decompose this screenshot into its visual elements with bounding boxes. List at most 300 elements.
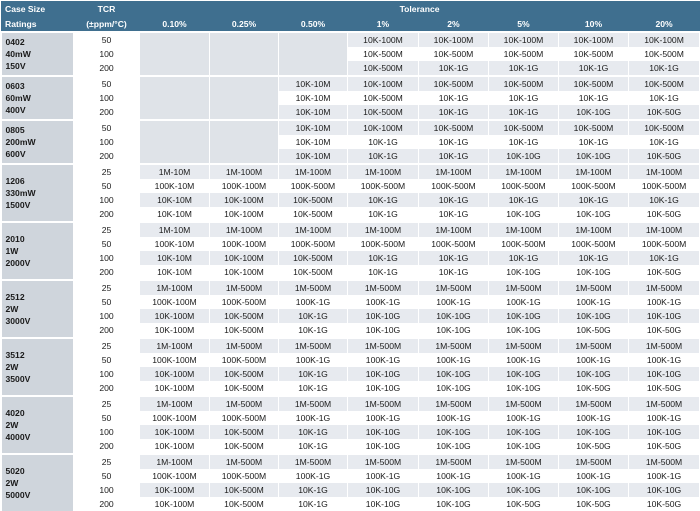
range-cell: 100K-10M [140, 179, 210, 193]
range-cell: 1M-100M [559, 164, 629, 179]
range-cell: 10K-500M [210, 367, 279, 381]
range-cell: 10K-500M [559, 76, 629, 91]
range-cell: 10K-1G [629, 193, 700, 207]
tcr-cell: 100 [74, 135, 140, 149]
table-row [2, 237, 700, 251]
table-body [2, 32, 700, 511]
case-size-cell [2, 32, 74, 76]
table-row [2, 338, 700, 353]
range-cell: 100K-10M [140, 237, 210, 251]
resistor-range-table-container [1, 1, 699, 509]
tcr-cell: 50 [74, 469, 140, 483]
range-cell: 10K-10G [419, 323, 489, 338]
range-cell: 10K-10M [279, 76, 348, 91]
range-cell: 100K-1G [489, 469, 559, 483]
header-tolerance-value: 1% [348, 17, 419, 33]
range-cell: 10K-10G [559, 207, 629, 222]
case-size-cell [2, 76, 74, 120]
range-cell: 10K-100M [140, 425, 210, 439]
range-cell: 10K-100M [140, 381, 210, 396]
range-cell: 10K-500M [348, 105, 419, 120]
tcr-cell: 50 [74, 179, 140, 193]
range-cell: 1M-500M [348, 454, 419, 469]
range-cell: 1M-100M [489, 222, 559, 237]
range-cell: 10K-1G [419, 193, 489, 207]
resistor-range-table [1, 1, 700, 511]
range-cell: 10K-50G [629, 265, 700, 280]
power-rating: 2W [5, 362, 19, 372]
range-cell: 1M-100M [629, 222, 700, 237]
range-cell: 100K-500M [279, 237, 348, 251]
range-cell: 100K-1G [489, 411, 559, 425]
range-cell: 10K-100M [210, 207, 279, 222]
range-cell: 100K-100M [210, 237, 279, 251]
range-cell: 1M-500M [348, 396, 419, 411]
range-cell: 10K-50G [559, 497, 629, 511]
range-cell: 10K-1G [629, 135, 700, 149]
tcr-cell: 100 [74, 193, 140, 207]
case-size-cell [2, 120, 74, 164]
header-row-2 [2, 17, 700, 33]
tcr-cell: 25 [74, 280, 140, 295]
range-cell: 10K-500M [279, 207, 348, 222]
range-cell: 10K-500M [348, 61, 419, 76]
tcr-cell: 100 [74, 47, 140, 61]
range-cell: 10K-1G [279, 367, 348, 381]
range-cell: 10K-500M [348, 47, 419, 61]
range-cell: 10K-1G [419, 105, 489, 120]
table-row [2, 76, 700, 91]
table-row [2, 135, 700, 149]
table-row [2, 497, 700, 511]
case-size-cell [2, 396, 74, 454]
range-cell: 1M-500M [559, 338, 629, 353]
range-cell: 10K-10M [279, 120, 348, 135]
header-tolerance-value: 2% [419, 17, 489, 33]
table-row [2, 222, 700, 237]
range-cell: 10K-10G [489, 207, 559, 222]
empty-range-cell [210, 61, 279, 76]
range-cell: 100K-500M [419, 237, 489, 251]
range-cell: 10K-1G [489, 61, 559, 76]
range-cell: 10K-1G [279, 439, 348, 454]
range-cell: 100K-1G [419, 295, 489, 309]
range-cell: 1M-100M [210, 164, 279, 179]
range-cell: 100K-100M [140, 295, 210, 309]
range-cell: 10K-500M [419, 47, 489, 61]
tcr-cell: 25 [74, 396, 140, 411]
range-cell: 10K-500M [629, 47, 700, 61]
range-cell: 10K-1G [348, 251, 419, 265]
range-cell: 10K-50G [629, 323, 700, 338]
range-cell: 10K-50G [559, 381, 629, 396]
range-cell: 10K-50G [629, 497, 700, 511]
range-cell: 100K-1G [559, 411, 629, 425]
range-cell: 100K-1G [419, 469, 489, 483]
range-cell: 10K-10G [419, 309, 489, 323]
table-row [2, 295, 700, 309]
case-size-cell [2, 454, 74, 511]
range-cell: 100K-500M [210, 469, 279, 483]
table-header [2, 2, 700, 33]
empty-range-cell [279, 32, 348, 47]
range-cell: 10K-500M [489, 76, 559, 91]
range-cell: 10K-100M [559, 32, 629, 47]
range-cell: 100K-1G [279, 295, 348, 309]
empty-range-cell [140, 32, 210, 47]
power-rating: 1W [5, 246, 19, 256]
range-cell: 100K-1G [348, 469, 419, 483]
table-row [2, 265, 700, 280]
range-cell: 1M-100M [489, 164, 559, 179]
range-cell: 10K-50G [629, 105, 700, 120]
range-cell: 10K-500M [210, 483, 279, 497]
tcr-cell: 200 [74, 61, 140, 76]
range-cell: 10K-100M [140, 309, 210, 323]
range-cell: 10K-1G [419, 61, 489, 76]
range-cell: 1M-500M [348, 338, 419, 353]
range-cell: 10K-10G [419, 381, 489, 396]
range-cell: 10K-10M [140, 193, 210, 207]
range-cell: 100K-1G [559, 295, 629, 309]
range-cell: 10K-50G [629, 381, 700, 396]
range-cell: 10K-10G [419, 425, 489, 439]
range-cell: 100K-1G [279, 469, 348, 483]
tcr-cell: 25 [74, 164, 140, 179]
range-cell: 10K-1G [489, 251, 559, 265]
tcr-cell: 50 [74, 32, 140, 47]
range-cell: 10K-500M [419, 120, 489, 135]
range-cell: 10K-100M [140, 439, 210, 454]
range-cell: 10K-1G [489, 193, 559, 207]
range-cell: 1M-100M [419, 222, 489, 237]
range-cell: 10K-500M [559, 47, 629, 61]
range-cell: 10K-100M [210, 251, 279, 265]
range-cell: 10K-10G [629, 367, 700, 381]
tcr-cell: 25 [74, 222, 140, 237]
empty-range-cell [140, 47, 210, 61]
range-cell: 100K-1G [419, 353, 489, 367]
tcr-cell: 50 [74, 353, 140, 367]
header-tolerance-value: 0.10% [140, 17, 210, 33]
range-cell: 100K-1G [489, 295, 559, 309]
header-tolerance-value: 20% [629, 17, 700, 33]
voltage-rating: 5000V [5, 490, 31, 500]
table-row [2, 193, 700, 207]
table-row [2, 32, 700, 47]
tcr-cell: 200 [74, 381, 140, 396]
range-cell: 10K-100M [140, 367, 210, 381]
empty-range-cell [140, 135, 210, 149]
range-cell: 100K-100M [140, 353, 210, 367]
empty-range-cell [210, 32, 279, 47]
range-cell: 10K-10G [348, 425, 419, 439]
power-rating: 2W [5, 420, 19, 430]
range-cell: 10K-10G [489, 381, 559, 396]
tcr-cell: 100 [74, 425, 140, 439]
case-size-label: 2512 [5, 292, 25, 302]
range-cell: 10K-10M [140, 265, 210, 280]
range-cell: 10K-10G [348, 439, 419, 454]
range-cell: 10K-1G [419, 91, 489, 105]
range-cell: 1M-500M [559, 280, 629, 295]
range-cell: 10K-100M [140, 497, 210, 511]
range-cell: 1M-500M [419, 280, 489, 295]
range-cell: 1M-500M [489, 454, 559, 469]
case-size-label: 0805 [5, 125, 25, 135]
empty-range-cell [210, 120, 279, 135]
tcr-cell: 100 [74, 309, 140, 323]
table-row [2, 149, 700, 164]
header-tolerance-value: 10% [559, 17, 629, 33]
range-cell: 10K-1G [419, 265, 489, 280]
range-cell: 10K-10G [489, 149, 559, 164]
range-cell: 1M-100M [140, 454, 210, 469]
range-cell: 10K-100M [348, 120, 419, 135]
voltage-rating: 400V [5, 105, 26, 115]
empty-range-cell [210, 91, 279, 105]
table-row [2, 454, 700, 469]
range-cell: 100K-500M [559, 237, 629, 251]
range-cell: 10K-10G [629, 483, 700, 497]
range-cell: 10K-1G [419, 207, 489, 222]
header-tolerance: Tolerance [140, 2, 700, 17]
power-rating: 330mW [5, 188, 36, 198]
range-cell: 10K-1G [419, 135, 489, 149]
range-cell: 10K-1G [348, 149, 419, 164]
range-cell: 1M-500M [210, 396, 279, 411]
range-cell: 10K-1G [559, 251, 629, 265]
range-cell: 10K-10G [489, 323, 559, 338]
case-size-label: 4020 [5, 408, 25, 418]
range-cell: 1M-100M [419, 164, 489, 179]
range-cell: 10K-500M [210, 497, 279, 511]
range-cell: 10K-1G [279, 323, 348, 338]
range-cell: 100K-500M [559, 179, 629, 193]
range-cell: 10K-10G [489, 309, 559, 323]
tcr-cell: 25 [74, 338, 140, 353]
table-row [2, 251, 700, 265]
empty-range-cell [210, 135, 279, 149]
range-cell: 1M-100M [279, 222, 348, 237]
range-cell: 10K-10M [279, 135, 348, 149]
range-cell: 10K-1G [348, 193, 419, 207]
case-size-cell [2, 280, 74, 338]
range-cell: 1M-500M [279, 280, 348, 295]
range-cell: 10K-1G [279, 381, 348, 396]
empty-range-cell [140, 120, 210, 135]
range-cell: 1M-100M [279, 164, 348, 179]
table-row [2, 47, 700, 61]
empty-range-cell [140, 91, 210, 105]
range-cell: 100K-500M [419, 179, 489, 193]
range-cell: 10K-10G [559, 149, 629, 164]
case-size-cell [2, 338, 74, 396]
header-ratings: Ratings [2, 17, 74, 33]
range-cell: 100K-500M [629, 179, 700, 193]
range-cell: 10K-500M [629, 120, 700, 135]
range-cell: 10K-1G [629, 251, 700, 265]
range-cell: 10K-100M [419, 32, 489, 47]
case-size-cell [2, 222, 74, 280]
tcr-cell: 100 [74, 91, 140, 105]
range-cell: 1M-500M [489, 280, 559, 295]
table-row [2, 411, 700, 425]
range-cell: 10K-50G [559, 439, 629, 454]
header-tcr: TCR [74, 2, 140, 17]
tcr-cell: 25 [74, 454, 140, 469]
empty-range-cell [210, 149, 279, 164]
range-cell: 1M-100M [140, 280, 210, 295]
header-tcr-unit: (±ppm/°C) [74, 17, 140, 33]
range-cell: 10K-100M [210, 265, 279, 280]
table-row [2, 425, 700, 439]
range-cell: 100K-1G [348, 295, 419, 309]
range-cell: 1M-500M [419, 454, 489, 469]
range-cell: 10K-100M [348, 76, 419, 91]
range-cell: 10K-1G [348, 207, 419, 222]
case-size-label: 0402 [5, 37, 25, 47]
voltage-rating: 4000V [5, 432, 31, 442]
range-cell: 1M-500M [210, 454, 279, 469]
range-cell: 10K-1G [279, 425, 348, 439]
empty-range-cell [140, 105, 210, 120]
range-cell: 10K-10M [279, 91, 348, 105]
range-cell: 10K-100M [140, 483, 210, 497]
table-row [2, 367, 700, 381]
range-cell: 10K-500M [210, 381, 279, 396]
tcr-cell: 200 [74, 149, 140, 164]
power-rating: 200mW [5, 137, 36, 147]
range-cell: 10K-500M [279, 251, 348, 265]
range-cell: 10K-10G [559, 367, 629, 381]
header-tolerance-value: 0.25% [210, 17, 279, 33]
tcr-cell: 50 [74, 295, 140, 309]
empty-range-cell [279, 47, 348, 61]
range-cell: 10K-1G [629, 61, 700, 76]
range-cell: 10K-1G [348, 265, 419, 280]
range-cell: 100K-500M [210, 353, 279, 367]
range-cell: 10K-10G [419, 439, 489, 454]
table-row [2, 105, 700, 120]
range-cell: 10K-1G [489, 91, 559, 105]
empty-range-cell [210, 47, 279, 61]
range-cell: 10K-10M [279, 105, 348, 120]
table-row [2, 120, 700, 135]
range-cell: 100K-500M [210, 411, 279, 425]
voltage-rating: 3500V [5, 374, 31, 384]
case-size-cell [2, 164, 74, 222]
range-cell: 10K-10G [489, 439, 559, 454]
range-cell: 10K-100M [629, 32, 700, 47]
range-cell: 10K-10G [629, 425, 700, 439]
range-cell: 10K-1G [279, 497, 348, 511]
range-cell: 10K-1G [489, 105, 559, 120]
range-cell: 1M-500M [419, 338, 489, 353]
tcr-cell: 50 [74, 411, 140, 425]
voltage-rating: 150V [5, 61, 26, 71]
range-cell: 10K-500M [348, 91, 419, 105]
range-cell: 1M-100M [559, 222, 629, 237]
range-cell: 10K-10M [140, 207, 210, 222]
voltage-rating: 3000V [5, 316, 31, 326]
range-cell: 1M-500M [210, 338, 279, 353]
range-cell: 1M-100M [210, 222, 279, 237]
range-cell: 10K-500M [210, 323, 279, 338]
case-size-label: 0603 [5, 81, 25, 91]
range-cell: 1M-500M [419, 396, 489, 411]
table-row [2, 207, 700, 222]
range-cell: 10K-50G [489, 497, 559, 511]
table-row [2, 164, 700, 179]
range-cell: 10K-10G [559, 265, 629, 280]
range-cell: 10K-10G [559, 425, 629, 439]
range-cell: 10K-10G [489, 265, 559, 280]
range-cell: 10K-10G [559, 105, 629, 120]
tcr-cell: 100 [74, 251, 140, 265]
range-cell: 10K-10G [348, 497, 419, 511]
range-cell: 10K-10G [489, 425, 559, 439]
range-cell: 10K-1G [559, 61, 629, 76]
range-cell: 1M-500M [279, 454, 348, 469]
range-cell: 1M-100M [140, 396, 210, 411]
table-row [2, 439, 700, 454]
range-cell: 100K-500M [279, 179, 348, 193]
table-row [2, 309, 700, 323]
voltage-rating: 2000V [5, 258, 31, 268]
range-cell: 10K-500M [419, 76, 489, 91]
header-row-1 [2, 2, 700, 17]
range-cell: 10K-100M [348, 32, 419, 47]
range-cell: 10K-100M [210, 193, 279, 207]
range-cell: 1M-100M [140, 338, 210, 353]
range-cell: 1M-10M [140, 164, 210, 179]
range-cell: 10K-10G [348, 367, 419, 381]
case-size-label: 2010 [5, 234, 25, 244]
range-cell: 100K-500M [348, 237, 419, 251]
power-rating: 40mW [5, 49, 31, 59]
table-row [2, 483, 700, 497]
range-cell: 10K-10G [559, 483, 629, 497]
tcr-cell: 200 [74, 207, 140, 222]
range-cell: 10K-500M [279, 265, 348, 280]
table-row [2, 91, 700, 105]
range-cell: 10K-1G [489, 135, 559, 149]
range-cell: 10K-10G [348, 309, 419, 323]
range-cell: 100K-1G [279, 411, 348, 425]
range-cell: 100K-500M [348, 179, 419, 193]
range-cell: 10K-10G [348, 381, 419, 396]
table-row [2, 469, 700, 483]
range-cell: 100K-500M [210, 295, 279, 309]
range-cell: 10K-1G [629, 91, 700, 105]
tcr-cell: 50 [74, 120, 140, 135]
range-cell: 1M-500M [279, 338, 348, 353]
case-size-label: 3512 [5, 350, 25, 360]
table-row [2, 396, 700, 411]
range-cell: 1M-500M [629, 280, 700, 295]
power-rating: 60mW [5, 93, 31, 103]
range-cell: 10K-500M [210, 309, 279, 323]
range-cell: 10K-50G [629, 439, 700, 454]
range-cell: 10K-10M [140, 251, 210, 265]
range-cell: 10K-500M [279, 193, 348, 207]
voltage-rating: 600V [5, 149, 26, 159]
range-cell: 100K-1G [629, 469, 700, 483]
power-rating: 2W [5, 304, 19, 314]
range-cell: 1M-500M [489, 396, 559, 411]
range-cell: 10K-50G [629, 207, 700, 222]
